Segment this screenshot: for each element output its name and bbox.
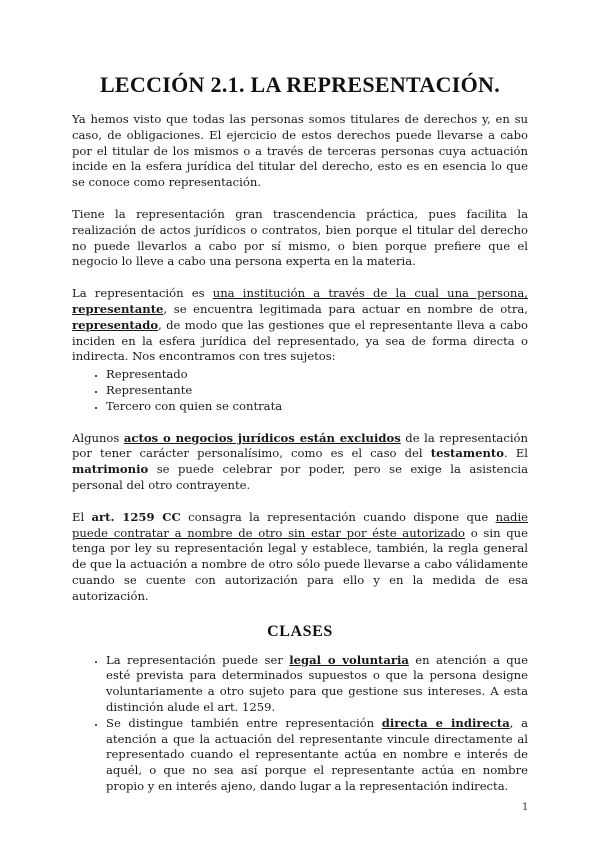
list-item: • Tercero con quien se contrata: [106, 399, 528, 415]
classes-list: [72, 653, 528, 795]
list-item: • Representado: [106, 367, 528, 383]
section-heading-classes: CLASES: [267, 622, 333, 640]
paragraph-art-1259: El art. 1259 CC consagra la representación cuando dispone que nadie puede contratar a nombre de otro sin estar por éste autorizado o sin que tenga por ley su representación legal y establece, también, la regla general de que la actuación a nombre de otro sólo puede llevarse a cabo válidamente cuando se cuente con autorización para ello y en la medida de esa autorización.: [72, 509, 529, 603]
paragraph-definition: La representación es una institución a través de la cual una persona, representante, se encuentra legitimada para actuar en nombre de otra, representado, de modo que las gestiones que el representante lleva a cabo inciden en la esfera jurídica del representado, ya sea de forma directa o indirecta. Nos encontramos con tres sujetos:: [72, 286, 528, 364]
page-number: 1: [522, 802, 529, 813]
list-item: • Representante: [106, 383, 528, 399]
page-title: LECCIÓN 2.1. LA REPRESENTACIÓN.: [99, 72, 501, 97]
paragraph-exclusions: Algunos actos o negocios jurídicos están excluidos de la representación por tener carácter personalísimo, como es el caso del testamento. El matrimonio se puede celebrar por poder, pero se exige la asistencia personal del otro contrayente.: [72, 430, 528, 492]
document-page: [72, 72, 528, 795]
paragraph-intro: Ya hemos visto que todas las personas somos titulares de derechos y, en su caso, de obligaciones. El ejercicio de estos derechos puede llevarse a cabo por el titular de los mismos o a través de terceras personas cuya actuación incide en la esfera jurídica del titular del derecho, esto es en esencia lo que se conoce como representación.: [72, 112, 528, 190]
list-item: • La representación puede ser legal o voluntaria en atención a que esté prevista para determinados supuestos o que la persona designe voluntariamente a otro sujeto para que gestione sus intereses. A esta distinción alude el art. 1259.: [106, 653, 528, 716]
subjects-list: [72, 367, 528, 414]
list-item: • Se distingue también entre representación directa e indirecta, a atención a que la actuación del representante vincule directamente al representado cuando el representante actúa en nombre e interés de aquél, o que no sea así porque el representante actúa en nombre propio y en interés ajeno, dando lugar a la representación indirecta.: [106, 716, 528, 795]
paragraph-importance: Tiene la representación gran trascendencia práctica, pues facilita la realización de actos jurídicos o contratos, bien porque el titular del derecho no puede llevarlos a cabo por sí mismo, o bien porque prefiere que el negocio lo lleve a cabo una persona experta en la materia.: [72, 206, 528, 269]
